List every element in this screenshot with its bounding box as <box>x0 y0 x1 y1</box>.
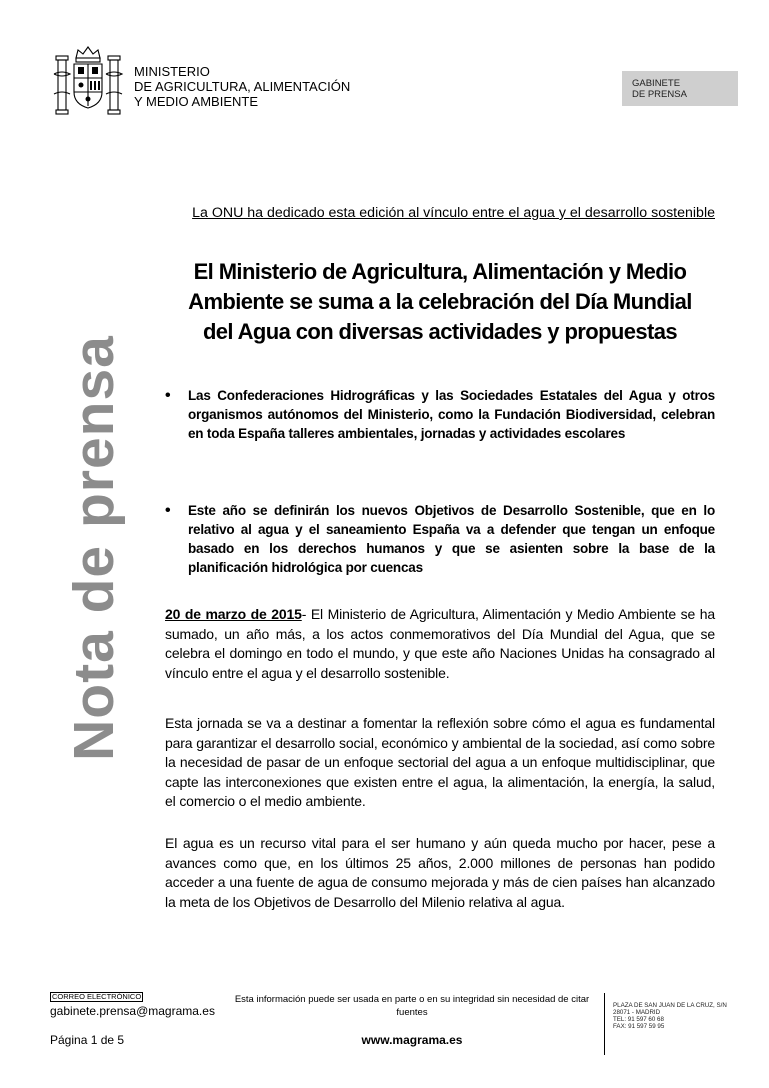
bullet-icon: • <box>165 502 171 519</box>
bullet-item <box>165 386 715 443</box>
address-line: PLAZA DE SAN JUAN DE LA CRUZ, S/N <box>613 1002 727 1009</box>
ministry-name <box>134 64 350 109</box>
footer-divider <box>604 993 605 1055</box>
email-label: CORREO ELECTRÓNICO <box>52 992 142 1001</box>
bullet-text: Las Confederaciones Hidrográficas y las Sociedades Estatales del Agua y otros organismos autónomos del Ministerio, como la Fundación Biodiversidad, celebran en toda España talleres ambientales, jornadas y actividades escolares <box>188 388 715 441</box>
paragraph-text: - El Ministerio de Agricultura, Alimentación y Medio Ambiente se ha sumado, un año más, a los actos conmemorativos del Día Mundial del Agua, que se celebra el domingo en todo el mundo, y que este año Naciones Unidas ha consagrado al vínculo entre el agua y el desarrollo sostenible. <box>165 606 715 681</box>
bullet-icon: • <box>165 387 171 404</box>
address-line: 28071 - MADRID <box>613 1009 661 1016</box>
page-number: Página 1 de 5 <box>50 1033 125 1047</box>
headline-line: del Agua con diversas actividades y propuestas <box>202 319 678 344</box>
subtitle: La ONU ha dedicado esta edición al vínculo entre el agua y el desarrollo sostenible <box>192 205 715 221</box>
email-link[interactable]: gabinete.prensa@magrama.es <box>50 1004 215 1018</box>
ministry-line: DE AGRICULTURA, ALIMENTACIÓN <box>134 79 351 94</box>
press-office-line: GABINETE <box>632 78 681 89</box>
side-label: Nota de prensa <box>62 335 126 761</box>
headline-line: Ambiente se suma a la celebración del Día Mundial <box>188 289 692 314</box>
address-line: FAX: 91 597 59 95 <box>613 1023 665 1030</box>
press-office-box <box>622 71 738 106</box>
bullet-text: Este año se definirán los nuevos Objetivos de Desarrollo Sostenible, que en lo relativo al agua y el saneamiento España va a defender que tengan un enfoque basado en los derechos humanos y que se asienten sobre la base de la planificación hidrológica por cuencas <box>188 503 715 575</box>
body-paragraph: El agua es un recurso vital para el ser humano y aún queda mucho por hacer, pese a avances como que, en los últimos 25 años, 2.000 millones de personas han podido acceder a una fuente de agua de consumo mejorada y más de cien países han alcanzado la meta de los Objetivos de Desarrollo del Milenio relativa al agua. <box>165 835 715 910</box>
body-paragraph <box>165 605 715 683</box>
headline-line: El Ministerio de Agricultura, Alimentación y Medio <box>193 259 687 284</box>
ministry-line: MINISTERIO <box>134 64 210 79</box>
website-link[interactable]: www.magrama.es <box>361 1033 463 1047</box>
usage-disclaimer: Esta información puede ser usada en parte o en su integridad sin necesidad de citar fuentes <box>234 994 590 1018</box>
headline <box>165 257 715 347</box>
bullet-item <box>165 501 715 577</box>
address-line: TEL: 91 597 60 68 <box>613 1016 664 1023</box>
office-address <box>613 1002 727 1030</box>
body-paragraph: Esta jornada se va a destinar a fomentar la reflexión sobre cómo el agua es fundamental para garantizar el desarrollo social, económico y ambiental de la sociedad, así como sobre la necesidad de pasar de un enfoque sectorial del agua a un enfoque multidisciplinar, que capte las interconexiones que existen entre el agua, la alimentación, la energía, la salud, el comercio o el medio ambiente. <box>165 715 715 809</box>
press-office-line: DE PRENSA <box>632 89 687 100</box>
ministry-line: Y MEDIO AMBIENTE <box>134 94 259 109</box>
coat-of-arms-icon <box>52 44 124 120</box>
dateline: 20 de marzo de 2015 <box>165 606 302 622</box>
